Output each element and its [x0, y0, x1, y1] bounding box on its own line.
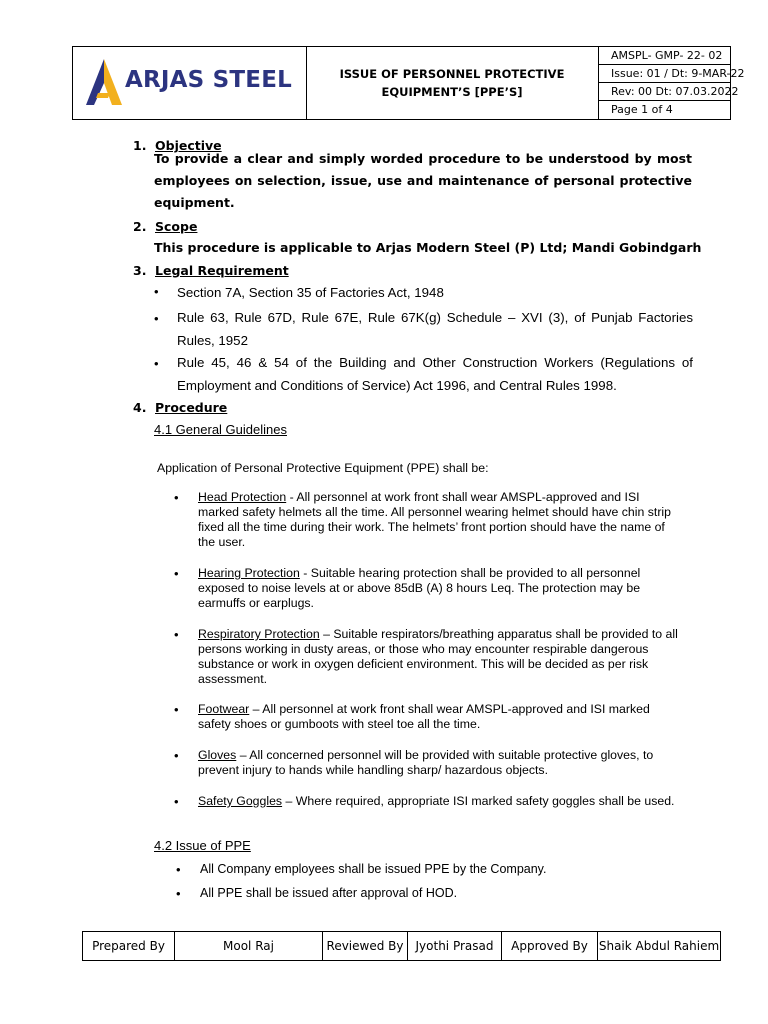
document-header	[72, 46, 745, 120]
logo-cell	[73, 47, 307, 119]
ppe-item-footwear	[198, 702, 698, 732]
title-line-2: EQUIPMENT’S [PPE’S]	[381, 85, 523, 99]
ppe-term-head: Head Protection	[198, 490, 287, 504]
ppe-line: the user.	[198, 535, 246, 549]
section-number-3: 3.	[133, 263, 147, 278]
legal-item-1	[177, 281, 693, 304]
ppe-line: – Where required, appropriate ISI marked safety goggles shall be used.	[282, 794, 675, 808]
logo-text: ARJAS STEEL	[125, 67, 292, 93]
bullet-dot: •	[174, 748, 179, 763]
ppe-line: earmuffs or earplugs.	[198, 596, 314, 610]
bullet-dot: •	[174, 490, 179, 505]
objective-text	[154, 148, 692, 214]
reviewed-by-name: Jyothi Prasad	[408, 932, 502, 960]
section-number-1: 1.	[133, 138, 147, 153]
ppe-line: fixed all the time during their work. The helmets’ front portion should have the name of	[198, 520, 665, 534]
bullet-dot: •	[174, 566, 179, 581]
ppe-term-footwear: Footwear	[198, 702, 250, 716]
issue-item-1: All Company employees shall be issued PPE by the Company.	[200, 862, 547, 876]
ppe-line: persons working in dusty areas, or those who may encounter respirable dangerous	[198, 642, 649, 656]
procedure-heading: Procedure	[155, 400, 228, 415]
doc-number: AMSPL- GMP- 22- 02	[599, 47, 730, 65]
ppe-intro: Application of Personal Protective Equipment (PPE) shall be:	[157, 461, 489, 475]
ppe-line: – Suitable respirators/breathing apparatus shall be provided to all	[319, 627, 678, 641]
page-number: Page 1 of 4	[611, 103, 673, 116]
ppe-item-hearing-protection	[198, 566, 698, 611]
prepared-by-label: Prepared By	[83, 932, 175, 960]
legal-item-2-line-2: Rules, 1952	[177, 333, 248, 348]
bullet-dot: •	[174, 627, 179, 642]
legal-heading: Legal Requirement	[155, 263, 289, 278]
issue-item-2: All PPE shall be issued after approval of HOD.	[200, 886, 458, 900]
section-number-4: 4.	[133, 400, 147, 415]
ppe-term-gloves: Gloves	[198, 748, 237, 762]
issue-of-ppe-heading: 4.2 Issue of PPE	[154, 838, 251, 853]
ppe-item-respiratory-protection	[198, 627, 698, 687]
bullet-dot: •	[154, 311, 159, 326]
title-line-1: ISSUE OF PERSONNEL PROTECTIVE	[339, 67, 565, 81]
legal-item-3-line-1: Rule 45, 46 & 54 of the Building and Other Construction Workers (Regulations of	[177, 355, 693, 370]
bullet-dot: •	[176, 862, 181, 877]
ppe-term-respiratory: Respiratory Protection	[198, 627, 320, 641]
ppe-line: substance or work in oxygen deficient environment. This will be decided as per risk	[198, 657, 649, 671]
ppe-line: marked safety helmets all the time. All personnel wearing helmet should have chin strip	[198, 505, 671, 519]
ppe-term-hearing: Hearing Protection	[198, 566, 300, 580]
scope-heading: Scope	[155, 219, 198, 234]
legal-item-2-line-1: Rule 63, Rule 67D, Rule 67E, Rule 67K(g) Schedule – XVI (3), of Punjab Factories	[177, 310, 693, 325]
ppe-line: safety shoes or gumboots with steel toe all the time.	[198, 717, 481, 731]
ppe-line: – All personnel at work front shall wear AMSPL-approved and ISI marked	[249, 702, 650, 716]
legal-item-1-line-1: Section 7A, Section 35 of Factories Act, 1948	[177, 285, 444, 300]
legal-item-3-line-2: Employment and Conditions of Service) Act 1996, and Central Rules 1998.	[177, 378, 617, 393]
ppe-line: prevent injury to hands while handling sharp/ hazardous objects.	[198, 763, 548, 777]
signature-footer	[82, 931, 721, 961]
legal-item-3	[177, 351, 693, 397]
general-guidelines-heading: 4.1 General Guidelines	[154, 422, 287, 437]
objective-line-2: employees on selection, issue, use and maintenance of personal protective	[154, 173, 692, 188]
document-meta	[599, 47, 745, 119]
prepared-by-name: Mool Raj	[175, 932, 323, 960]
ppe-line: - Suitable hearing protection shall be provided to all personnel	[299, 566, 641, 580]
document-title	[306, 47, 599, 119]
scope-text: This procedure is applicable to Arjas Modern Steel (P) Ltd; Mandi Gobindgarh	[154, 240, 702, 255]
reviewed-by-label: Reviewed By	[323, 932, 408, 960]
revision-info: Rev: 00 Dt: 07.03.2022	[599, 83, 730, 101]
ppe-item-head-protection	[198, 490, 698, 550]
ppe-line: - All personnel at work front shall wear AMSPL-approved and ISI	[286, 490, 640, 504]
arjas-steel-logo-icon	[84, 57, 124, 107]
bullet-dot: •	[174, 794, 179, 809]
bullet-dot: •	[174, 702, 179, 717]
bullet-dot: •	[154, 356, 159, 371]
objective-line-1: To provide a clear and simply worded procedure to be understood by most	[154, 151, 692, 166]
ppe-line: – All concerned personnel will be provided with suitable protective gloves, to	[236, 748, 654, 762]
ppe-item-gloves	[198, 748, 698, 778]
ppe-line: exposed to noise levels at or above 85dB (A) 8 hours Leq. The protection may be	[198, 581, 641, 595]
approved-by-name: Shaik Abdul Rahiem	[598, 939, 720, 953]
objective-heading: Objective	[155, 138, 222, 153]
bullet-dot: •	[154, 284, 159, 299]
issue-info: Issue: 01 / Dt: 9-MAR-22	[599, 65, 730, 83]
ppe-item-safety-goggles	[198, 794, 698, 809]
legal-item-2	[177, 306, 693, 352]
ppe-line: assessment.	[198, 672, 268, 686]
bullet-dot: •	[176, 886, 181, 901]
ppe-term-goggles: Safety Goggles	[198, 794, 283, 808]
section-number-2: 2.	[133, 219, 147, 234]
approved-by-label: Approved By	[502, 932, 598, 960]
objective-line-3: equipment.	[154, 195, 235, 210]
